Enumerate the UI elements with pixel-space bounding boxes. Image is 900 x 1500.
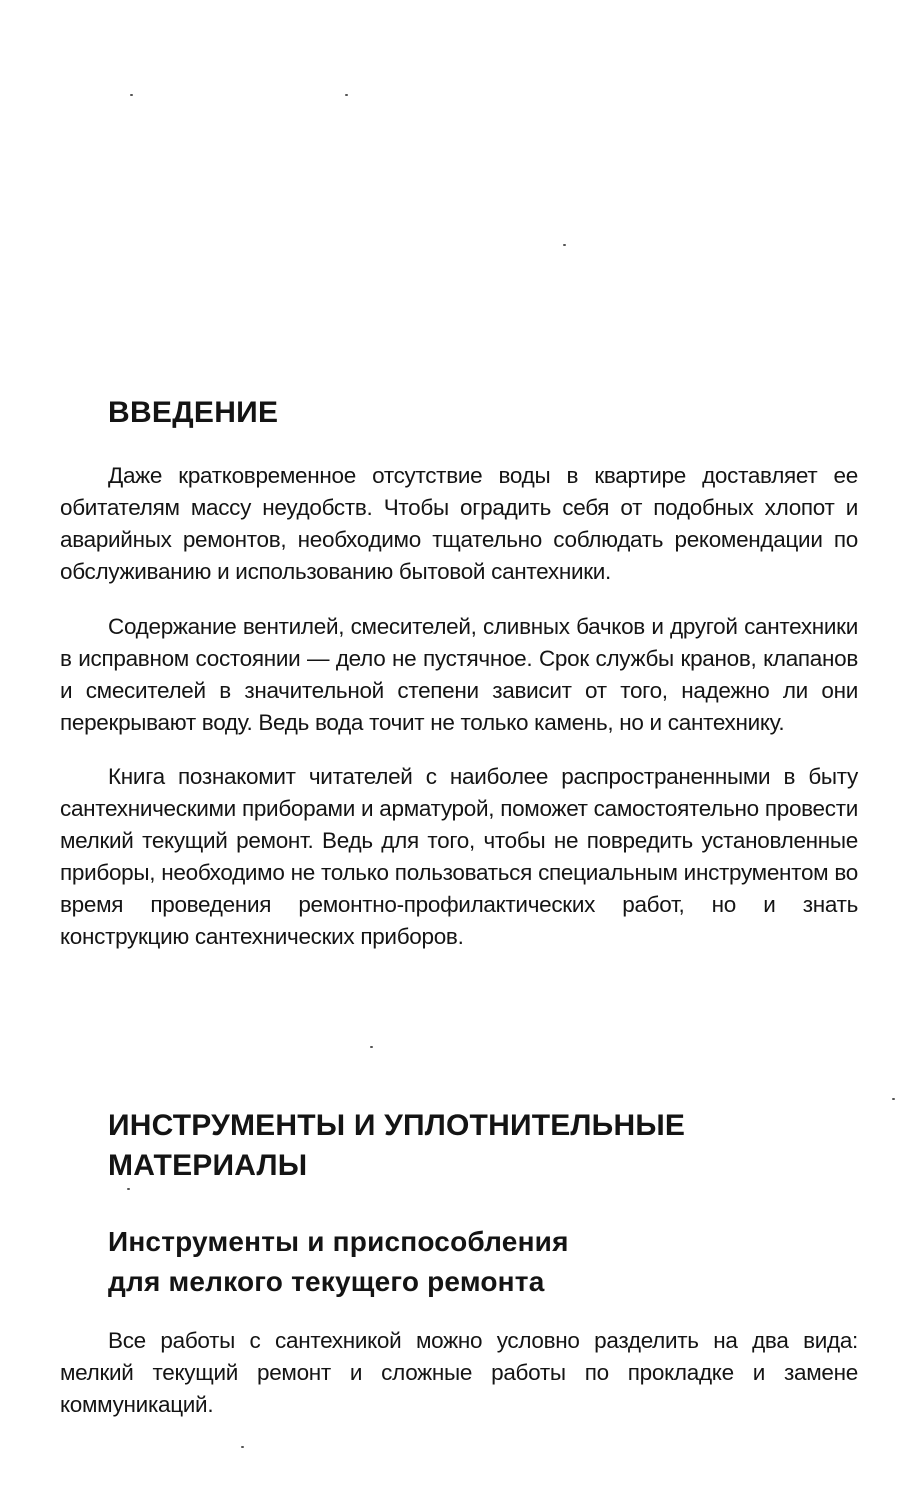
introduction-body xyxy=(60,460,858,953)
tools-paragraph: Все работы с сантехникой можно условно разделить на два вида: мелкий текущий ремонт и сложные работы по прокладке и замене коммуникаций. xyxy=(60,1327,858,1417)
scan-speck xyxy=(345,94,348,96)
scan-speck xyxy=(241,1446,244,1448)
subsection-heading-line-1: Инструменты и приспособления xyxy=(108,1226,569,1257)
intro-paragraph-2: Содержание вентилей, смесителей, сливных бачков и другой сантехники в исправном состоянии — дело не пустячное. Срок службы кранов, клапанов и смесителей в значительной степени зависит от того, надежно ли они перекрывают воду. Ведь вода точит не только камень, но и сантехнику. xyxy=(60,613,858,735)
chapter-heading-line-1: ИНСТРУМЕНТЫ И УПЛОТНИТЕЛЬНЫЕ xyxy=(108,1109,686,1142)
intro-paragraph-3: Книга познакомит читателей с наиболее распространенными в быту сантехническими приборами и арматурой, поможет самостоятельно провести мелкий текущий ремонт. Ведь для того, чтобы не повредить установленные приборы, необходимо не только пользоваться специальным инструментом во время проведения ремонтно-профилактических работ, но и знать конструкцию сантехнических приборов. xyxy=(60,764,858,949)
introduction-heading: ВВЕДЕНИЕ xyxy=(108,396,279,429)
intro-paragraph-1: Даже кратковременное отсутствие воды в квартире доставляет ее обитателям массу неудобств. Чтобы оградить себя от подобных хлопот и аварийных ремонтов, необходимо тщательно соблюдать рекомендации по обслуживанию и использованию бытовой сантехники. xyxy=(60,463,858,584)
introduction-section xyxy=(60,393,858,976)
scan-speck xyxy=(130,94,133,96)
subsection-heading xyxy=(108,1222,858,1302)
subsection-heading-line-2: для мелкого текущего ремонта xyxy=(108,1266,545,1297)
chapter-heading-line-2: МАТЕРИАЛЫ xyxy=(108,1149,308,1182)
tools-section xyxy=(60,1106,858,1443)
tools-body xyxy=(60,1325,858,1421)
scan-speck xyxy=(370,1046,373,1048)
scan-speck xyxy=(892,1098,895,1100)
chapter-heading xyxy=(108,1106,858,1186)
scan-speck xyxy=(563,244,566,246)
